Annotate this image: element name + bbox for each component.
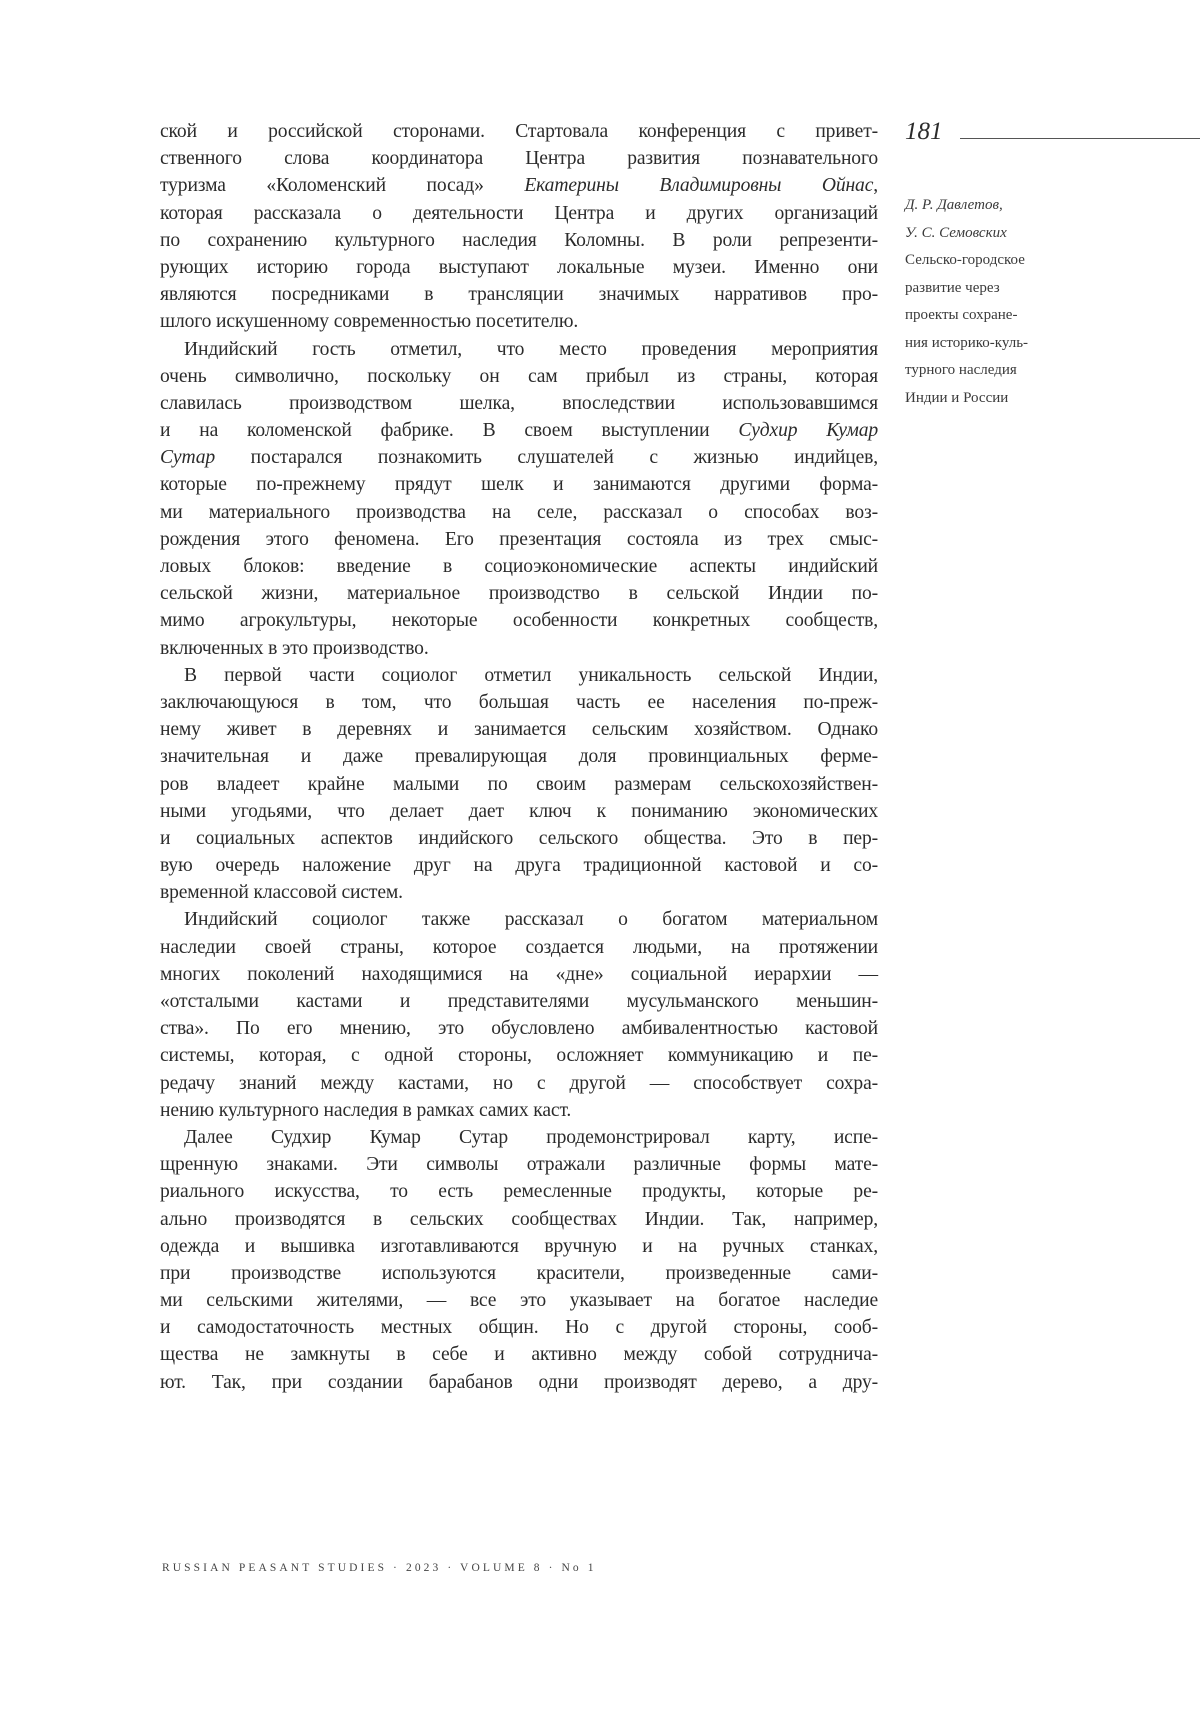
text-run: Далее Судхир Кумар Сутар продемонстрировал карту, испе-: [184, 1126, 878, 1148]
text-run: ловых блоков: введение в социоэкономические аспекты индийский: [160, 556, 878, 577]
text-run: наследии своей страны, которое создается людьми, на протяжении: [160, 936, 878, 958]
text-run: ской и российской сторонами. Стартовала конференция с привет-: [160, 121, 878, 142]
text-line: [160, 879, 878, 906]
text-line: [160, 716, 878, 743]
text-run: ,: [873, 175, 878, 197]
text-line: [160, 1369, 878, 1396]
text-line: [160, 1314, 878, 1341]
text-line: [160, 254, 878, 281]
text-run: и на коломенской фабрике. В своем выступлении: [160, 420, 739, 442]
text-run: нему живет в деревнях и занимается сельским хозяйством. Однако: [160, 719, 878, 741]
text-run: при производстве используются красители, произведенные сами-: [160, 1262, 878, 1284]
sidebar: [905, 118, 1200, 412]
author-line: У. С. Семовских: [905, 224, 1007, 241]
text-run: заключающуюся в том, что большая часть ее населения по-преж-: [160, 691, 878, 713]
text-line: [160, 635, 878, 662]
text-run: Индийский гость отметил, что место проведения мероприятия: [184, 338, 878, 360]
text-run: ми материального производства на селе, рассказал о способах воз-: [160, 501, 878, 523]
text-line: [160, 471, 878, 498]
text-run: и социальных аспектов индийского сельского общества. Это в пер-: [160, 827, 878, 849]
text-line: [160, 1287, 878, 1314]
text-line: [160, 200, 878, 227]
text-line: [160, 1124, 878, 1151]
text-run: щества не замкнуты в себе и активно между собой сотруднича-: [160, 1344, 878, 1366]
text-line: [160, 988, 878, 1015]
text-run: ными угодьями, что делает дает ключ к пониманию экономических: [160, 800, 878, 822]
text-line: [160, 852, 878, 879]
text-line: [160, 1151, 878, 1178]
text-run: ственного слова координатора Центра развития познавательного: [160, 148, 878, 170]
text-line: [160, 961, 878, 988]
text-line: [160, 227, 878, 254]
running-title-line: Индии и России: [905, 389, 1009, 406]
text-run: по сохранению культурного наследия Коломны. В роли репрезенти-: [160, 229, 878, 251]
text-line: [160, 526, 878, 553]
running-title-line: проекты сохране-: [905, 307, 1018, 323]
text-run: нению культурного наследия в рамках самих каст.: [160, 1099, 572, 1121]
text-line: [160, 1015, 878, 1042]
text-line: [160, 1341, 878, 1368]
text-run: которая рассказала о деятельности Центра и других организаций: [160, 202, 878, 224]
text-line: [160, 662, 878, 689]
text-run: вую очередь наложение друг на друга традиционной кастовой и со-: [160, 855, 878, 877]
text-run: ства». По его мнению, это обусловлено амбивалентностью кастовой: [160, 1018, 878, 1040]
text-run: ров владеет крайне малыми по своим размерам сельскохозяйствен-: [160, 773, 878, 795]
text-line: [160, 934, 878, 961]
text-run: туризма «Коломенский посад»: [160, 175, 525, 197]
text-run: В первой части социолог отметил уникальность сельской Индии,: [184, 664, 878, 686]
text-line: [160, 1260, 878, 1287]
text-line: [160, 607, 878, 634]
running-title-line: Сельско-городское: [905, 252, 1025, 268]
text-run: щренную знаками. Эти символы отражали различные формы мате-: [160, 1154, 878, 1176]
text-run: включенных в это производство.: [160, 637, 429, 659]
text-run: Индийский социолог также рассказал о богатом материальном: [184, 909, 878, 931]
header-rule: [960, 138, 1200, 139]
text-run: временной классовой систем.: [160, 882, 403, 904]
text-line: [160, 444, 878, 471]
text-run: одежда и вышивка изготавливаются вручную и на ручных станках,: [160, 1235, 878, 1257]
text-line: [160, 743, 878, 770]
text-line: [160, 499, 878, 526]
text-line: [160, 906, 878, 933]
text-line: [160, 308, 878, 335]
text-line: [160, 390, 878, 417]
text-line: [160, 1233, 878, 1260]
running-title-line: развитие через: [905, 279, 1000, 296]
text-run: значительная и даже превалирующая доля провинциальных ферме-: [160, 746, 878, 768]
text-run: славилась производством шелка, впоследствии использовавшимся: [160, 392, 878, 414]
main-text-column: [160, 118, 878, 1396]
text-run: ют. Так, при создании барабанов одни производят дерево, а дру-: [160, 1371, 878, 1393]
text-run: сельской жизни, материальное производство в сельской Индии по-: [160, 583, 878, 605]
journal-footer: RUSSIAN PEASANT STUDIES · 2023 · VOLUME 8 · No 1: [162, 1562, 597, 1574]
text-line: [160, 1042, 878, 1069]
text-line: [160, 281, 878, 308]
text-run: которые по-прежнему прядут шелк и занимаются другими форма-: [160, 474, 878, 496]
page-number: 181: [905, 118, 943, 145]
text-line: [160, 771, 878, 798]
text-run: рождения этого феномена. Его презентация состояла из трех смыс-: [160, 528, 878, 550]
text-line: [160, 689, 878, 716]
running-title-line: турного наследия: [905, 362, 1017, 378]
text-run: мимо агрокультуры, некоторые особенности конкретных сообществ,: [160, 610, 878, 632]
text-run: многих поколений находящимися на «дне» социальной иерархии —: [160, 963, 878, 985]
text-line: [160, 417, 878, 444]
text-line: [160, 798, 878, 825]
text-run: ми сельскими жителями, — все это указывает на богатое наследие: [160, 1290, 878, 1312]
italic-name: Екатерины Владимировны Ойнас: [524, 175, 874, 197]
text-run: риального искусства, то есть ремесленные продукты, которые ре-: [160, 1181, 878, 1203]
text-run: системы, которая, с одной стороны, осложняет коммуникацию и пе-: [160, 1045, 878, 1067]
text-run: ально производятся в сельских сообществах Индии. Так, например,: [160, 1208, 878, 1230]
text-line: [160, 145, 878, 172]
text-run: постарался познакомить слушателей с жизнью индийцев,: [215, 447, 878, 469]
running-title: [905, 247, 1200, 412]
text-run: очень символично, поскольку он сам прибыл из страны, которая: [160, 365, 878, 387]
text-line: [160, 1206, 878, 1233]
text-line: [160, 1097, 878, 1124]
text-run: шлого искушенному современностью посетителю.: [160, 311, 579, 333]
text-run: редачу знаний между кастами, но с другой — способствует сохра-: [160, 1072, 878, 1094]
text-line: [160, 172, 878, 199]
text-line: [160, 118, 878, 145]
italic-name: Судхир Кумар: [738, 420, 878, 442]
author-line: Д. Р. Давлетов,: [905, 197, 1003, 213]
text-line: [160, 580, 878, 607]
text-line: [160, 336, 878, 363]
text-run: являются посредниками в трансляции значимых нарративов про-: [160, 284, 878, 306]
text-line: [160, 363, 878, 390]
text-run: рующих историю города выступают локальные музеи. Именно они: [160, 256, 878, 278]
text-run: и самодостаточность местных общин. Но с другой стороны, сооб-: [160, 1317, 878, 1339]
text-line: [160, 553, 878, 580]
running-title-line: ния историко-куль-: [905, 334, 1029, 351]
italic-name: Сутар: [160, 447, 215, 469]
text-line: [160, 1070, 878, 1097]
text-line: [160, 1178, 878, 1205]
text-line: [160, 825, 878, 852]
running-authors: [905, 192, 1200, 247]
text-run: «отсталыми кастами и представителями мусульманского меньшин-: [160, 991, 878, 1012]
